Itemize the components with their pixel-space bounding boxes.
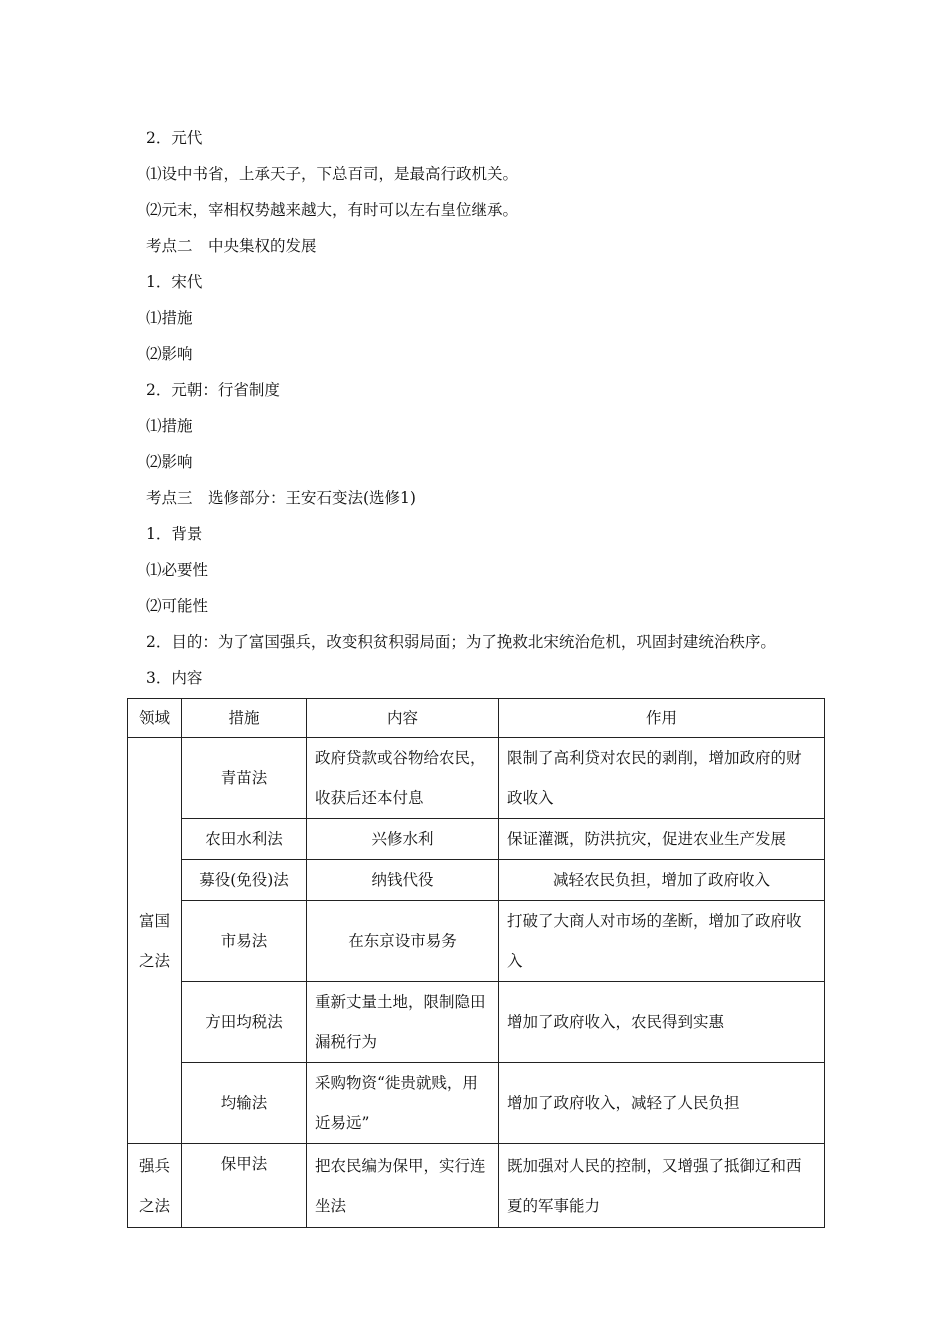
content-cell: 在东京设市易务	[307, 901, 499, 982]
header-content: 内容	[307, 699, 499, 738]
effect-cell: 保证灌溉，防洪抗灾，促进农业生产发展	[499, 819, 825, 860]
measure-cell: 均输法	[182, 1063, 307, 1144]
paragraph-line: ⑴设中书省，上承天子，下总百司，是最高行政机关。	[146, 165, 519, 183]
paragraph-line: ⑵影响	[146, 453, 193, 471]
header-area: 领域	[128, 699, 182, 738]
topic-heading-2: 考点二 中央集权的发展	[146, 237, 317, 255]
measure-cell: 方田均税法	[182, 982, 307, 1063]
section-heading-yuan: 2．元代	[146, 129, 203, 147]
table-header-row	[128, 699, 825, 738]
header-effect: 作用	[499, 699, 825, 738]
text-body	[146, 124, 846, 700]
effect-cell: 既加强对人民的控制，又增强了抵御辽和西夏的军事能力	[499, 1144, 825, 1228]
paragraph-line: ⑴措施	[146, 417, 193, 435]
paragraph-line: ⑴必要性	[146, 561, 209, 579]
content-cell: 政府贷款或谷物给农民，收获后还本付息	[307, 738, 499, 819]
effect-cell: 增加了政府收入，农民得到实惠	[499, 982, 825, 1063]
section-heading-content: 3．内容	[146, 669, 203, 687]
content-cell: 重新丈量土地，限制隐田漏税行为	[307, 982, 499, 1063]
section-heading-song: 1．宋代	[146, 273, 203, 291]
table-row	[128, 1144, 825, 1228]
effect-cell: 增加了政府收入，减轻了人民负担	[499, 1063, 825, 1144]
measure-cell: 募役(免役)法	[182, 860, 307, 901]
content-cell: 把农民编为保甲，实行连坐法	[307, 1144, 499, 1228]
table-row	[128, 1063, 825, 1144]
effect-cell: 打破了大商人对市场的垄断，增加了政府收入	[499, 901, 825, 982]
section-heading-background: 1．背景	[146, 525, 203, 543]
effect-cell: 限制了高利贷对农民的剥削，增加政府的财政收入	[499, 738, 825, 819]
area-cell: 强兵之法	[128, 1144, 182, 1228]
table-row	[128, 860, 825, 901]
section-heading-yuan-province: 2．元朝：行省制度	[146, 381, 280, 399]
table-row	[128, 819, 825, 860]
measure-cell: 青苗法	[182, 738, 307, 819]
paragraph-line: ⑵影响	[146, 345, 193, 363]
paragraph-line: ⑵可能性	[146, 597, 209, 615]
table-row	[128, 901, 825, 982]
effect-cell: 减轻农民负担，增加了政府收入	[499, 860, 825, 901]
area-cell: 富国之法	[128, 738, 182, 1144]
content-cell: 采购物资“徙贵就贱，用近易远”	[307, 1063, 499, 1144]
paragraph-line: ⑴措施	[146, 309, 193, 327]
table-row	[128, 738, 825, 819]
measure-cell: 市易法	[182, 901, 307, 982]
content-cell: 兴修水利	[307, 819, 499, 860]
reform-table	[127, 698, 825, 1228]
header-measure: 措施	[182, 699, 307, 738]
measure-cell: 保甲法	[182, 1144, 307, 1228]
content-cell: 纳钱代役	[307, 860, 499, 901]
paragraph-line-purpose: 2．目的：为了富国强兵，改变积贫积弱局面；为了挽救北宋统治危机，巩固封建统治秩序。	[146, 633, 776, 651]
measure-cell: 农田水利法	[182, 819, 307, 860]
paragraph-line: ⑵元末，宰相权势越来越大，有时可以左右皇位继承。	[146, 201, 519, 219]
topic-heading-3: 考点三 选修部分：王安石变法(选修1)	[146, 489, 416, 507]
table-row	[128, 982, 825, 1063]
